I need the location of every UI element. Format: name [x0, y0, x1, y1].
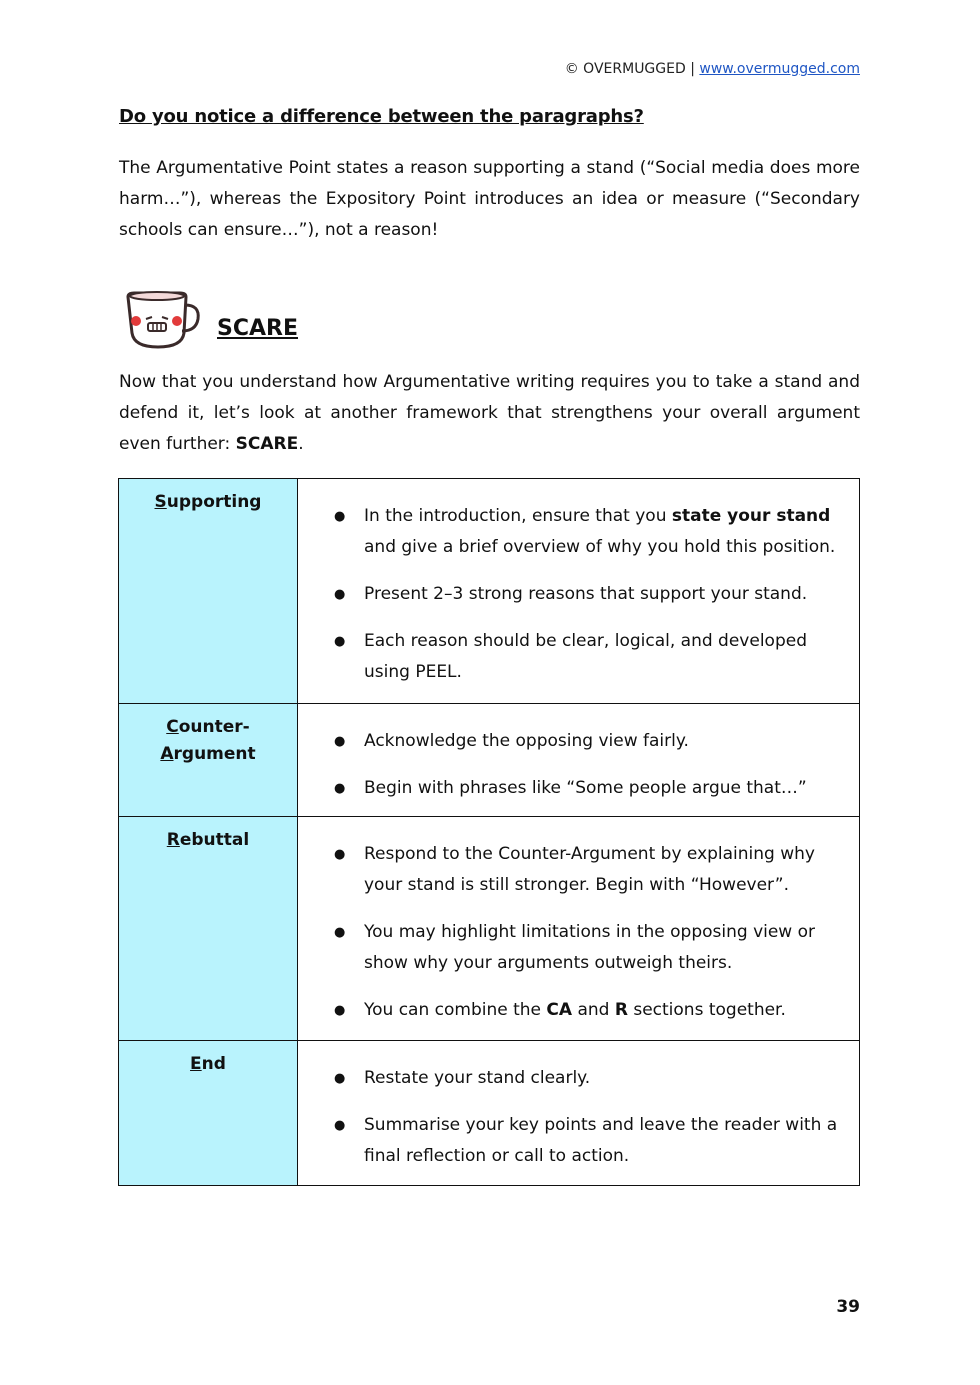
page-header	[565, 61, 860, 77]
term-rebuttal: Rebuttal	[119, 817, 298, 1041]
list-item: ● Present 2–3 strong reasons that support your stand.	[298, 579, 847, 610]
desc-supporting	[298, 479, 860, 704]
desc-end	[298, 1041, 860, 1186]
list-item: ● You can combine the CA and R sections together.	[298, 995, 847, 1026]
scare-bold: SCARE	[235, 434, 299, 454]
paragraph-explanation: The Argumentative Point states a reason supporting a stand (“Social media does more harm…”), whereas the Expository Point introduces an idea or measure (“Secondary schools can ensure…”), not a reason!	[119, 158, 860, 240]
list-item: ● You may highlight limitations in the opposing view or show why your arguments outweigh theirs.	[298, 917, 847, 979]
website-link[interactable]: www.overmugged.com	[699, 61, 860, 77]
question-heading: Do you notice a difference between the paragraphs?	[119, 106, 644, 127]
desc-rebuttal	[298, 817, 860, 1041]
list-item: ● Begin with phrases like “Some people argue that…”	[298, 773, 847, 804]
table-row	[119, 1041, 860, 1186]
term-supporting: Supporting	[119, 479, 298, 704]
scare-table	[118, 478, 860, 1186]
term-counter-argument: Counter- Argument	[119, 704, 298, 817]
list-item: ● Acknowledge the opposing view fairly.	[298, 726, 847, 757]
table-row	[119, 479, 860, 704]
list-item: ● In the introduction, ensure that you state your stand and give a brief overview of why you hold this position.	[298, 501, 847, 563]
term-end: End	[119, 1041, 298, 1186]
paragraph-intro: Now that you understand how Argumentative writing requires you to take a stand and defend it, let’s look at another framework that strengthens your overall argument even further: SCARE.	[119, 372, 860, 454]
list-item: ● Respond to the Counter-Argument by explaining why your stand is still stronger. Begin with “However”.	[298, 839, 847, 901]
list-item: ● Each reason should be clear, logical, and developed using PEEL.	[298, 626, 847, 688]
header-copyright: © OVERMUGGED |	[564, 61, 700, 77]
list-item: ● Restate your stand clearly.	[298, 1063, 847, 1094]
list-item: ● Summarise your key points and leave the reader with a final reflection or call to action.	[298, 1110, 847, 1172]
table-row	[119, 817, 860, 1041]
table-row	[119, 704, 860, 817]
section-title: SCARE	[217, 316, 298, 341]
mug-icon	[122, 289, 202, 351]
desc-counter-argument	[298, 704, 860, 817]
page-number: 39	[836, 1297, 860, 1317]
